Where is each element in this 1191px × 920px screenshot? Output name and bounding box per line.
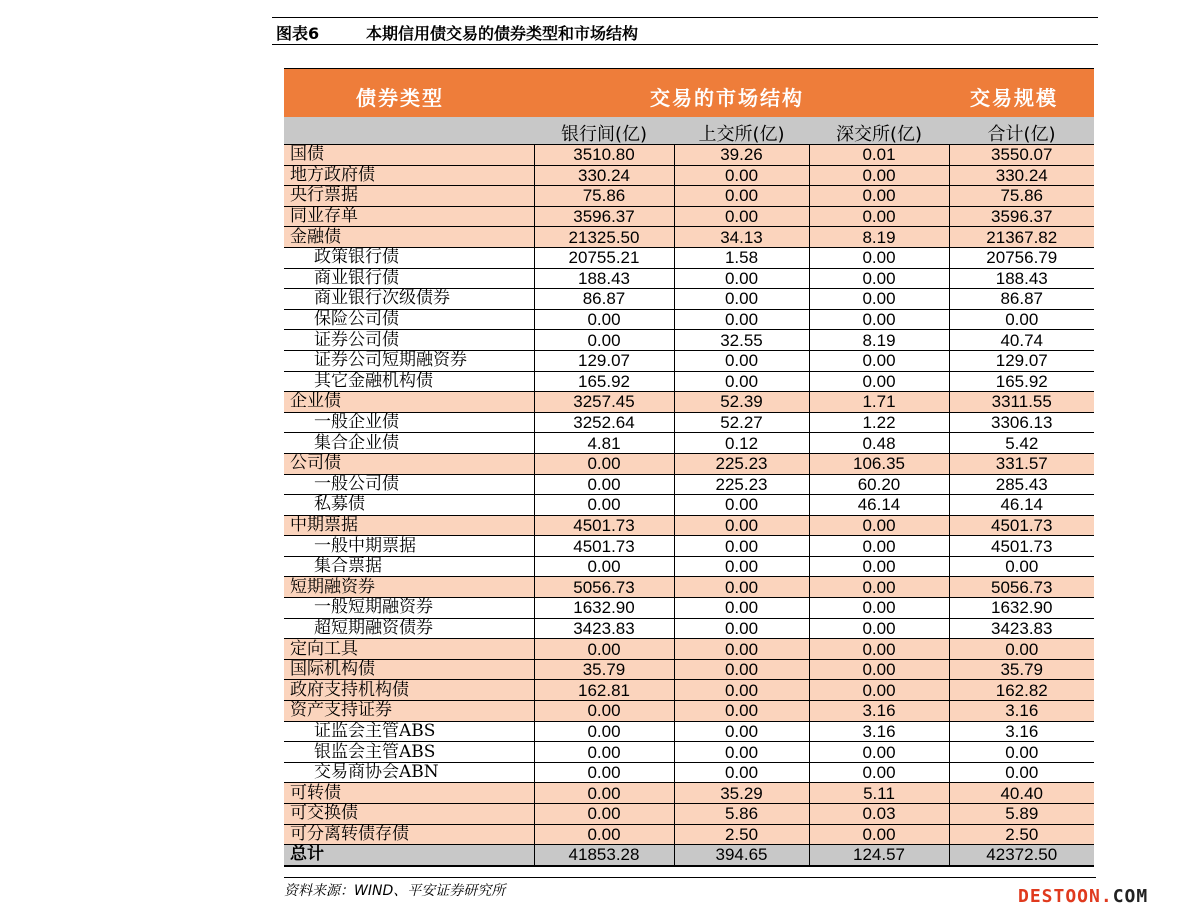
interbank-cell: 0.00 xyxy=(534,330,674,351)
sse-cell: 0.00 xyxy=(674,598,809,619)
bond-type-cell: 证监会主管ABS xyxy=(284,721,534,742)
szse-cell: 0.00 xyxy=(809,186,949,207)
bond-type-cell: 政府支持机构债 xyxy=(284,680,534,701)
header-market-structure: 交易的市场结构 xyxy=(650,86,804,110)
total-cell: 46.14 xyxy=(949,495,1094,516)
interbank-cell: 20755.21 xyxy=(534,247,674,268)
bond-type-cell: 一般公司债 xyxy=(284,474,534,495)
sse-cell: 0.00 xyxy=(674,289,809,310)
interbank-cell: 162.81 xyxy=(534,680,674,701)
figure-title-bar xyxy=(272,17,1098,45)
bond-type-cell: 央行票据 xyxy=(284,186,534,207)
bond-type-cell: 银监会主管ABS xyxy=(284,742,534,763)
category-row xyxy=(284,206,1094,227)
header-bond-type: 债券类型 xyxy=(356,86,444,110)
interbank-cell: 3596.37 xyxy=(534,206,674,227)
category-row xyxy=(284,680,1094,701)
szse-cell: 0.48 xyxy=(809,433,949,454)
total-cell: 40.40 xyxy=(949,783,1094,804)
category-row xyxy=(284,515,1094,536)
bond-type-cell: 一般中期票据 xyxy=(284,536,534,557)
sse-cell: 0.00 xyxy=(674,659,809,680)
total-cell: 3311.55 xyxy=(949,392,1094,413)
total-cell: 0.00 xyxy=(949,639,1094,660)
interbank-cell: 4.81 xyxy=(534,433,674,454)
sse-cell: 0.00 xyxy=(674,515,809,536)
interbank-cell: 41853.28 xyxy=(534,845,674,866)
szse-cell: 3.16 xyxy=(809,701,949,722)
bond-type-cell: 交易商协会ABN xyxy=(284,762,534,783)
total-cell: 3423.83 xyxy=(949,618,1094,639)
sse-cell: 0.00 xyxy=(674,186,809,207)
bond-type-cell: 商业银行次级债券 xyxy=(284,289,534,310)
figure-number: 图表6 xyxy=(276,24,320,43)
total-cell: 330.24 xyxy=(949,165,1094,186)
subcategory-row xyxy=(284,762,1094,783)
sse-cell: 2.50 xyxy=(674,824,809,845)
subheader-sse: 上交所(亿) xyxy=(698,124,785,145)
subcategory-row xyxy=(284,371,1094,392)
bond-type-cell: 一般短期融资券 xyxy=(284,598,534,619)
sse-cell: 225.23 xyxy=(674,474,809,495)
sse-cell: 0.00 xyxy=(674,371,809,392)
total-cell: 165.92 xyxy=(949,371,1094,392)
sse-cell: 0.00 xyxy=(674,350,809,371)
subcategory-row xyxy=(284,556,1094,577)
sse-cell: 0.00 xyxy=(674,165,809,186)
category-row xyxy=(284,783,1094,804)
interbank-cell: 0.00 xyxy=(534,721,674,742)
interbank-cell: 3510.80 xyxy=(534,145,674,165)
bond-type-cell: 中期票据 xyxy=(284,515,534,536)
bond-type-cell: 可转债 xyxy=(284,783,534,804)
bond-type-cell: 保险公司债 xyxy=(284,309,534,330)
bond-type-cell: 国债 xyxy=(284,145,534,165)
table-body xyxy=(284,145,1094,867)
sse-cell: 52.39 xyxy=(674,392,809,413)
interbank-cell: 0.00 xyxy=(534,824,674,845)
subheader-szse: 深交所(亿) xyxy=(835,124,923,145)
bond-type-cell: 总计 xyxy=(284,845,534,866)
sse-cell: 1.58 xyxy=(674,247,809,268)
interbank-cell: 1632.90 xyxy=(534,598,674,619)
sse-cell: 0.00 xyxy=(674,577,809,598)
interbank-cell: 3252.64 xyxy=(534,412,674,433)
interbank-cell: 129.07 xyxy=(534,350,674,371)
interbank-cell: 0.00 xyxy=(534,762,674,783)
interbank-cell: 0.00 xyxy=(534,474,674,495)
bond-type-cell: 一般企业债 xyxy=(284,412,534,433)
interbank-cell: 3423.83 xyxy=(534,618,674,639)
sse-cell: 0.00 xyxy=(674,268,809,289)
sse-cell: 0.12 xyxy=(674,433,809,454)
bond-type-cell: 资产支持证券 xyxy=(284,701,534,722)
bond-type-cell: 政策银行债 xyxy=(284,247,534,268)
sse-cell: 0.00 xyxy=(674,680,809,701)
bond-type-cell: 集合票据 xyxy=(284,556,534,577)
szse-cell: 0.00 xyxy=(809,515,949,536)
szse-cell: 124.57 xyxy=(809,845,949,866)
szse-cell: 0.00 xyxy=(809,536,949,557)
sse-cell: 0.00 xyxy=(674,721,809,742)
total-cell: 5.89 xyxy=(949,804,1094,825)
category-row xyxy=(284,659,1094,680)
sse-cell: 0.00 xyxy=(674,495,809,516)
data-source-note: 资料来源：WIND、平安证券研究所 xyxy=(284,877,1096,900)
szse-cell: 0.00 xyxy=(809,742,949,763)
subcategory-row xyxy=(284,536,1094,557)
bond-type-cell: 地方政府债 xyxy=(284,165,534,186)
total-row xyxy=(284,845,1094,866)
sse-cell: 394.65 xyxy=(674,845,809,866)
bond-type-cell: 证券公司债 xyxy=(284,330,534,351)
subcategory-row xyxy=(284,618,1094,639)
szse-cell: 60.20 xyxy=(809,474,949,495)
total-cell: 3306.13 xyxy=(949,412,1094,433)
szse-cell: 0.03 xyxy=(809,804,949,825)
szse-cell: 0.00 xyxy=(809,206,949,227)
interbank-cell: 5056.73 xyxy=(534,577,674,598)
subcategory-row xyxy=(284,289,1094,310)
sse-cell: 0.00 xyxy=(674,742,809,763)
category-row xyxy=(284,824,1094,845)
total-cell: 0.00 xyxy=(949,742,1094,763)
interbank-cell: 0.00 xyxy=(534,804,674,825)
szse-cell: 8.19 xyxy=(809,227,949,248)
sse-cell: 0.00 xyxy=(674,206,809,227)
szse-cell: 3.16 xyxy=(809,721,949,742)
total-cell: 0.00 xyxy=(949,762,1094,783)
sse-cell: 35.29 xyxy=(674,783,809,804)
subcategory-row xyxy=(284,721,1094,742)
total-cell: 188.43 xyxy=(949,268,1094,289)
bond-type-cell: 公司债 xyxy=(284,453,534,474)
total-cell: 285.43 xyxy=(949,474,1094,495)
szse-cell: 5.11 xyxy=(809,783,949,804)
total-cell: 4501.73 xyxy=(949,536,1094,557)
sse-cell: 225.23 xyxy=(674,453,809,474)
szse-cell: 46.14 xyxy=(809,495,949,516)
total-cell: 3550.07 xyxy=(949,145,1094,165)
sse-cell: 52.27 xyxy=(674,412,809,433)
interbank-cell: 0.00 xyxy=(534,309,674,330)
category-row xyxy=(284,165,1094,186)
interbank-cell: 86.87 xyxy=(534,289,674,310)
szse-cell: 0.00 xyxy=(809,639,949,660)
total-cell: 129.07 xyxy=(949,350,1094,371)
interbank-cell: 0.00 xyxy=(534,742,674,763)
szse-cell: 1.22 xyxy=(809,412,949,433)
bond-type-cell: 短期融资券 xyxy=(284,577,534,598)
szse-cell: 0.00 xyxy=(809,762,949,783)
bond-type-cell: 商业银行债 xyxy=(284,268,534,289)
watermark-part1: DESTOON xyxy=(1018,886,1101,907)
sse-cell: 0.00 xyxy=(674,762,809,783)
szse-cell: 1.71 xyxy=(809,392,949,413)
bond-type-cell: 可分离转债存债 xyxy=(284,824,534,845)
sse-cell: 0.00 xyxy=(674,618,809,639)
subcategory-row xyxy=(284,350,1094,371)
total-cell: 0.00 xyxy=(949,309,1094,330)
total-cell: 3596.37 xyxy=(949,206,1094,227)
szse-cell: 0.00 xyxy=(809,556,949,577)
bond-type-cell: 企业债 xyxy=(284,392,534,413)
total-cell: 20756.79 xyxy=(949,247,1094,268)
bond-type-cell: 私募债 xyxy=(284,495,534,516)
sse-cell: 0.00 xyxy=(674,701,809,722)
interbank-cell: 21325.50 xyxy=(534,227,674,248)
figure-title: 本期信用债交易的债券类型和市场结构 xyxy=(366,24,639,43)
category-row xyxy=(284,701,1094,722)
interbank-cell: 0.00 xyxy=(534,495,674,516)
bond-type-cell: 超短期融资债券 xyxy=(284,618,534,639)
subcategory-row xyxy=(284,412,1094,433)
sse-cell: 0.00 xyxy=(674,639,809,660)
sse-cell: 0.00 xyxy=(674,536,809,557)
total-cell: 0.00 xyxy=(949,556,1094,577)
subcategory-row xyxy=(284,330,1094,351)
category-row xyxy=(284,639,1094,660)
total-cell: 5056.73 xyxy=(949,577,1094,598)
szse-cell: 0.01 xyxy=(809,145,949,165)
szse-cell: 0.00 xyxy=(809,350,949,371)
sse-cell: 5.86 xyxy=(674,804,809,825)
header-trade-scale: 交易规模 xyxy=(970,86,1058,110)
total-cell: 86.87 xyxy=(949,289,1094,310)
subcategory-row xyxy=(284,742,1094,763)
bond-type-cell: 定向工具 xyxy=(284,639,534,660)
interbank-cell: 75.86 xyxy=(534,186,674,207)
total-cell: 1632.90 xyxy=(949,598,1094,619)
category-row xyxy=(284,186,1094,207)
sse-cell: 34.13 xyxy=(674,227,809,248)
total-cell: 40.74 xyxy=(949,330,1094,351)
interbank-cell: 188.43 xyxy=(534,268,674,289)
subcategory-row xyxy=(284,433,1094,454)
total-cell: 21367.82 xyxy=(949,227,1094,248)
total-cell: 42372.50 xyxy=(949,845,1094,866)
szse-cell: 0.00 xyxy=(809,309,949,330)
bond-type-cell: 金融债 xyxy=(284,227,534,248)
table-header-band xyxy=(284,68,1094,117)
szse-cell: 0.00 xyxy=(809,247,949,268)
interbank-cell: 0.00 xyxy=(534,701,674,722)
szse-cell: 0.00 xyxy=(809,289,949,310)
szse-cell: 0.00 xyxy=(809,165,949,186)
subcategory-row xyxy=(284,495,1094,516)
watermark-dot: . xyxy=(1100,886,1113,907)
category-row xyxy=(284,453,1094,474)
szse-cell: 0.00 xyxy=(809,618,949,639)
subheader-total: 合计(亿) xyxy=(987,124,1056,145)
interbank-cell: 165.92 xyxy=(534,371,674,392)
bond-type-cell: 集合企业债 xyxy=(284,433,534,454)
bond-type-cell: 国际机构债 xyxy=(284,659,534,680)
total-cell: 5.42 xyxy=(949,433,1094,454)
bond-trading-table xyxy=(284,68,1094,867)
szse-cell: 0.00 xyxy=(809,371,949,392)
szse-cell: 0.00 xyxy=(809,268,949,289)
watermark-part2: COM xyxy=(1112,886,1149,907)
interbank-cell: 0.00 xyxy=(534,783,674,804)
bond-type-cell: 可交换债 xyxy=(284,804,534,825)
total-cell: 3.16 xyxy=(949,701,1094,722)
total-cell: 162.82 xyxy=(949,680,1094,701)
sse-cell: 32.55 xyxy=(674,330,809,351)
subcategory-row xyxy=(284,268,1094,289)
interbank-cell: 0.00 xyxy=(534,453,674,474)
interbank-cell: 4501.73 xyxy=(534,536,674,557)
destoon-watermark xyxy=(1018,886,1148,907)
interbank-cell: 330.24 xyxy=(534,165,674,186)
interbank-cell: 35.79 xyxy=(534,659,674,680)
category-row xyxy=(284,804,1094,825)
sse-cell: 0.00 xyxy=(674,556,809,577)
subcategory-row xyxy=(284,474,1094,495)
szse-cell: 8.19 xyxy=(809,330,949,351)
sse-cell: 39.26 xyxy=(674,145,809,165)
bond-type-cell: 其它金融机构债 xyxy=(284,371,534,392)
bond-type-cell: 证券公司短期融资券 xyxy=(284,350,534,371)
category-row xyxy=(284,392,1094,413)
szse-cell: 0.00 xyxy=(809,680,949,701)
szse-cell: 106.35 xyxy=(809,453,949,474)
total-cell: 4501.73 xyxy=(949,515,1094,536)
total-cell: 3.16 xyxy=(949,721,1094,742)
category-row xyxy=(284,227,1094,248)
total-cell: 331.57 xyxy=(949,453,1094,474)
total-cell: 35.79 xyxy=(949,659,1094,680)
category-row xyxy=(284,145,1094,165)
szse-cell: 0.00 xyxy=(809,577,949,598)
subheader-interbank: 银行间(亿) xyxy=(560,124,648,145)
subcategory-row xyxy=(284,598,1094,619)
bond-type-cell: 同业存单 xyxy=(284,206,534,227)
total-cell: 75.86 xyxy=(949,186,1094,207)
interbank-cell: 3257.45 xyxy=(534,392,674,413)
interbank-cell: 4501.73 xyxy=(534,515,674,536)
subcategory-row xyxy=(284,309,1094,330)
szse-cell: 0.00 xyxy=(809,598,949,619)
category-row xyxy=(284,577,1094,598)
sse-cell: 0.00 xyxy=(674,309,809,330)
subcategory-row xyxy=(284,247,1094,268)
total-cell: 2.50 xyxy=(949,824,1094,845)
szse-cell: 0.00 xyxy=(809,659,949,680)
table-subheader xyxy=(284,117,1094,145)
interbank-cell: 0.00 xyxy=(534,556,674,577)
interbank-cell: 0.00 xyxy=(534,639,674,660)
szse-cell: 0.00 xyxy=(809,824,949,845)
